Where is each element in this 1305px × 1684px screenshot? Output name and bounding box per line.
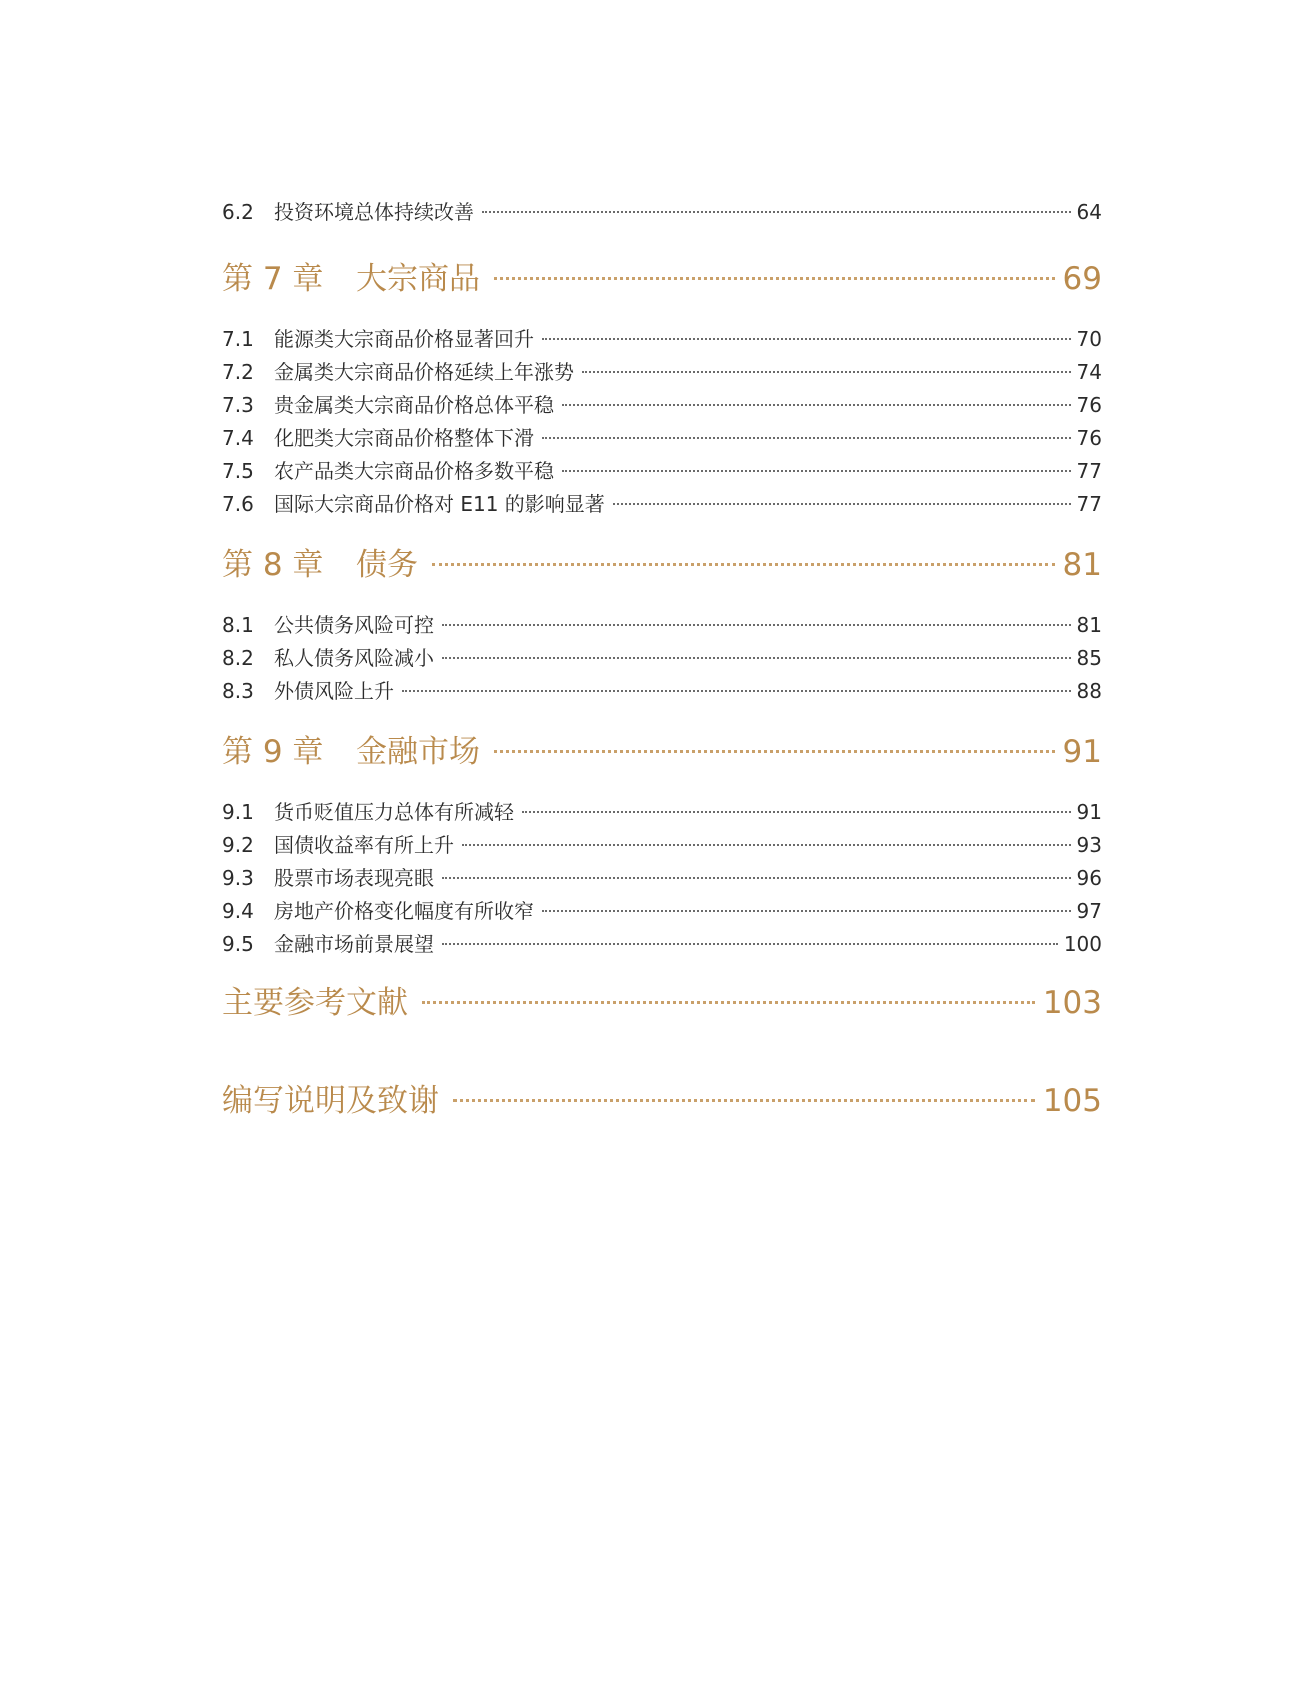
- section-number: 7.4: [222, 426, 254, 450]
- section-number: 7.1: [222, 327, 254, 351]
- chapter-title: 金融市场: [356, 734, 480, 770]
- section-title: 货币贬值压力总体有所减轻: [274, 800, 514, 824]
- section-number: 9.5: [222, 932, 254, 956]
- page-number: 69: [1062, 261, 1102, 297]
- dot-leader: [482, 211, 1071, 213]
- toc-acknowledgements[interactable]: [222, 1073, 1102, 1129]
- section-title: 农产品类大宗商品价格多数平稳: [274, 459, 554, 483]
- page-number: 85: [1076, 646, 1102, 670]
- toc-entry-8-2[interactable]: [222, 642, 1102, 675]
- page-number: 81: [1076, 613, 1102, 637]
- section-number: 7.2: [222, 360, 254, 384]
- section-title: 公共债务风险可控: [274, 613, 434, 637]
- toc-entry-9-2[interactable]: [222, 829, 1102, 862]
- dot-leader: [522, 811, 1071, 813]
- toc-entry-8-1[interactable]: [222, 609, 1102, 642]
- section-title: 国债收益率有所上升: [274, 833, 454, 857]
- chapter-number: 第 7 章: [222, 261, 324, 297]
- toc-entry-7-2[interactable]: [222, 356, 1102, 389]
- toc-chapter-8[interactable]: [222, 537, 1102, 593]
- section-title: 股票市场表现亮眼: [274, 866, 434, 890]
- dot-leader: [453, 1099, 1035, 1102]
- page-number: 76: [1076, 393, 1102, 417]
- dot-leader: [442, 877, 1071, 879]
- toc-entry-8-3[interactable]: [222, 675, 1102, 708]
- dot-leader: [613, 503, 1071, 505]
- toc-entry-9-5[interactable]: [222, 928, 1102, 961]
- page-number: 96: [1076, 866, 1102, 890]
- toc-entry-9-3[interactable]: [222, 862, 1102, 895]
- toc-entry-7-3[interactable]: [222, 389, 1102, 422]
- dot-leader: [422, 1001, 1035, 1004]
- toc-entry-9-1[interactable]: [222, 796, 1102, 829]
- section-number: 9.4: [222, 899, 254, 923]
- dot-leader: [562, 404, 1071, 406]
- section-title: 贵金属类大宗商品价格总体平稳: [274, 393, 554, 417]
- page-number: 74: [1076, 360, 1102, 384]
- section-number: 6.2: [222, 200, 254, 224]
- dot-leader: [494, 750, 1055, 753]
- toc-chapter-9[interactable]: [222, 724, 1102, 780]
- section-number: 7.5: [222, 459, 254, 483]
- page-number: 93: [1076, 833, 1102, 857]
- dot-leader: [402, 690, 1071, 692]
- dot-leader: [562, 470, 1071, 472]
- page-number: 81: [1062, 547, 1102, 583]
- dot-leader: [442, 943, 1058, 945]
- chapter-title: 债务: [356, 547, 418, 583]
- chapter-number: 第 9 章: [222, 734, 324, 770]
- page-number: 77: [1076, 459, 1102, 483]
- page-number: 70: [1076, 327, 1102, 351]
- dot-leader: [442, 624, 1071, 626]
- section-title: 房地产价格变化幅度有所收窄: [274, 899, 534, 923]
- section-number: 7.6: [222, 492, 254, 516]
- section-number: 9.1: [222, 800, 254, 824]
- page-number: 97: [1076, 899, 1102, 923]
- dot-leader: [432, 563, 1055, 566]
- page-number: 91: [1076, 800, 1102, 824]
- page-number: 103: [1042, 985, 1102, 1021]
- chapter-title: 大宗商品: [356, 261, 480, 297]
- page-number: 100: [1063, 932, 1102, 956]
- page-number: 76: [1076, 426, 1102, 450]
- dot-leader: [462, 844, 1071, 846]
- section-number: 8.2: [222, 646, 254, 670]
- spacer: [222, 1031, 1102, 1073]
- table-of-contents: [222, 196, 1102, 1129]
- page-number: 91: [1062, 734, 1102, 770]
- dot-leader: [542, 910, 1071, 912]
- section-title: 金融市场前景展望: [274, 932, 434, 956]
- dot-leader: [542, 338, 1071, 340]
- toc-entry-9-4[interactable]: [222, 895, 1102, 928]
- toc-entry-6-2[interactable]: [222, 196, 1102, 229]
- toc-entry-7-6[interactable]: [222, 488, 1102, 521]
- section-number: 8.3: [222, 679, 254, 703]
- section-title: 外债风险上升: [274, 679, 394, 703]
- section-title: 能源类大宗商品价格显著回升: [274, 327, 534, 351]
- chapter-number: 第 8 章: [222, 547, 324, 583]
- page-number: 77: [1076, 492, 1102, 516]
- dot-leader: [494, 277, 1055, 280]
- toc-references[interactable]: [222, 975, 1102, 1031]
- section-title: 私人债务风险减小: [274, 646, 434, 670]
- section-number: 9.3: [222, 866, 254, 890]
- toc-entry-7-5[interactable]: [222, 455, 1102, 488]
- toc-chapter-7[interactable]: [222, 251, 1102, 307]
- dot-leader: [582, 371, 1071, 373]
- section-title: 金属类大宗商品价格延续上年涨势: [274, 360, 574, 384]
- section-number: 7.3: [222, 393, 254, 417]
- acknowledgements-title: 编写说明及致谢: [222, 1083, 439, 1119]
- dot-leader: [542, 437, 1071, 439]
- section-title: 投资环境总体持续改善: [274, 200, 474, 224]
- toc-entry-7-4[interactable]: [222, 422, 1102, 455]
- section-title: 化肥类大宗商品价格整体下滑: [274, 426, 534, 450]
- page-number: 105: [1042, 1083, 1102, 1119]
- section-number: 9.2: [222, 833, 254, 857]
- section-number: 8.1: [222, 613, 254, 637]
- page-number: 64: [1076, 200, 1102, 224]
- section-title: 国际大宗商品价格对 E11 的影响显著: [274, 492, 605, 516]
- page-number: 88: [1076, 679, 1102, 703]
- references-title: 主要参考文献: [222, 985, 408, 1021]
- toc-entry-7-1[interactable]: [222, 323, 1102, 356]
- dot-leader: [442, 657, 1071, 659]
